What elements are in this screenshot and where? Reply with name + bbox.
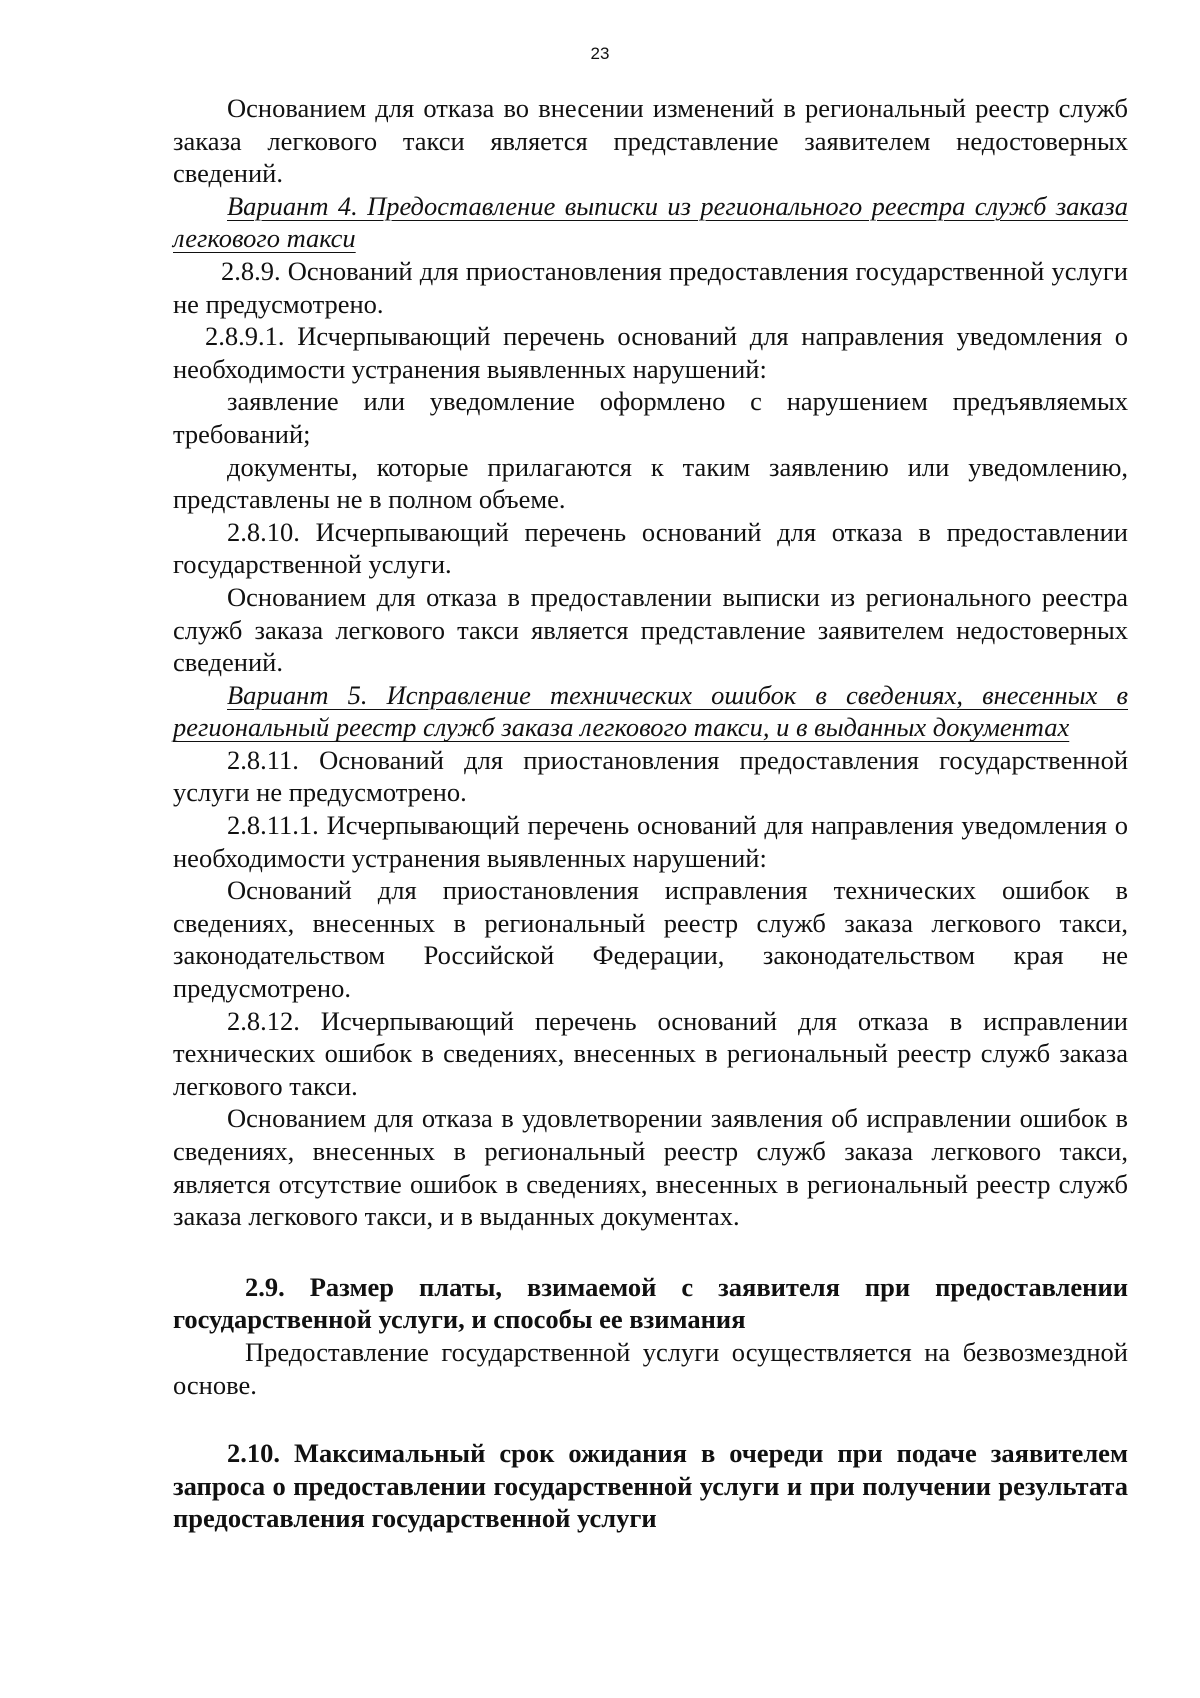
- clause-2-8-9-1: 2.8.9.1. Исчерпывающий перечень оснований для направления уведомления о необходимости устранения выявленных нарушений:: [173, 321, 1128, 384]
- ground-statement-paragraph: заявление или уведомление оформлено с нарушением предъявляемых требований;: [173, 386, 1128, 449]
- no-grounds-paragraph: Оснований для приостановления исправления технических ошибок в сведениях, внесенных в региональный реестр служб заказа легкового такси, законодательством Российской Федерации, законодательством края не предусмотрено.: [173, 875, 1128, 1004]
- page-body: [173, 92, 1128, 1535]
- clause-2-8-9: 2.8.9. Оснований для приостановления предоставления государственной услуги не предусмотрено.: [173, 255, 1128, 319]
- section-2-9-text: Предоставление государственной услуги осуществляется на безвозмездной основе.: [173, 1336, 1128, 1400]
- variant-4-heading: Вариант 4. Предоставление выписки из регионального реестра служб заказа легкового такси: [173, 190, 1128, 254]
- refusal-changes-paragraph: Основанием для отказа во внесении изменений в региональный реестр служб заказа легкового такси является представление заявителем недостоверных сведений.: [173, 93, 1128, 189]
- ground-documents-paragraph: документы, которые прилагаются к таким заявлению или уведомлению, представлены не в полном объеме.: [173, 451, 1128, 515]
- section-spacer: [173, 1233, 1128, 1271]
- clause-2-8-10: 2.8.10. Исчерпывающий перечень оснований для отказа в предоставлении государственной услуги.: [173, 516, 1128, 580]
- clause-2-8-11: 2.8.11. Оснований для приостановления предоставления государственной услуги не предусмотрено.: [173, 744, 1128, 808]
- variant-5-heading: Вариант 5. Исправление технических ошибок в сведениях, внесенных в региональный реестр служб заказа легкового такси, и в выданных документах: [173, 679, 1128, 743]
- clause-2-8-12: 2.8.12. Исчерпывающий перечень оснований для отказа в исправлении технических ошибок в сведениях, внесенных в региональный реестр служб заказа легкового такси.: [173, 1005, 1128, 1101]
- section-spacer: [173, 1401, 1128, 1437]
- refusal-fix-paragraph: Основанием для отказа в удовлетворении заявления об исправлении ошибок в сведениях, внесенных в региональный реестр служб заказа легкового такси, является отсутствие ошибок в сведениях, внесенных в региональный реестр служб заказа легкового такси, и в выданных документах.: [173, 1103, 1128, 1232]
- section-2-10-heading: 2.10. Максимальный срок ожидания в очереди при подаче заявителем запроса о предоставлении государственной услуги и при получении результата предоставления государственной услуги: [173, 1438, 1128, 1534]
- clause-2-8-11-1: 2.8.11.1. Исчерпывающий перечень оснований для направления уведомления о необходимости устранения выявленных нарушений:: [173, 810, 1128, 873]
- page-number: 23: [590, 44, 610, 63]
- refusal-extract-paragraph: Основанием для отказа в предоставлении выписки из регионального реестра служб заказа легкового такси является представление заявителем недостоверных сведений.: [173, 581, 1128, 678]
- section-2-9-heading: 2.9. Размер платы, взимаемой с заявителя при предоставлении государственной услуги, и способы ее взимания: [173, 1271, 1128, 1335]
